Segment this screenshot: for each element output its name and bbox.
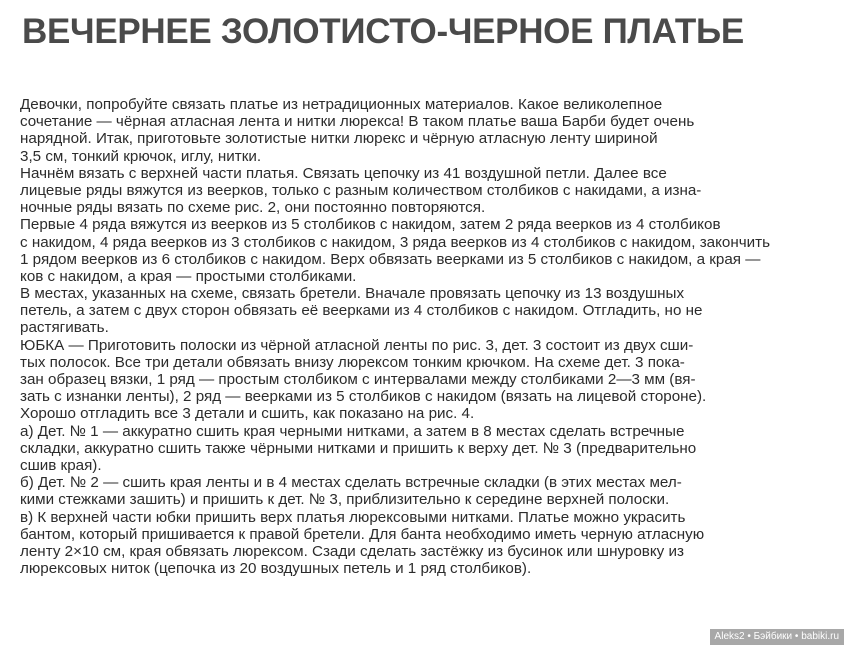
- text-line: нарядной. Итак, приготовьте золотистые нитки люрекс и чёрную атласную ленту шириной: [20, 130, 658, 148]
- text-line: Хорошо отгладить все 3 детали и сшить, как показано на рис. 4.: [20, 405, 475, 423]
- text-line: Начнём вязать с верхней части платья. Связать цепочку из 41 воздушной петли. Далее все: [20, 164, 667, 182]
- text-line: зан образец вязки, 1 ряд — простым столбиком с интервалами между столбиками 2—3 мм (вя-: [20, 371, 696, 388]
- text-line: складки, аккуратно сшить также чёрными нитками и пришить к верху дет. № 3 (предварительно: [20, 439, 697, 457]
- text-line: ленту 2×10 см, края обвязать люрексом. Сзади сделать застёжку из бусинок или шнуровку из: [20, 542, 684, 560]
- article-title: ВЕЧЕРНЕЕ ЗОЛОТИСТО-ЧЕРНОЕ ПЛАТЬЕ: [22, 12, 744, 51]
- text-line: лицевые ряды вяжутся из веерков, только с разным количеством столбиков с накидами, а изна-: [20, 181, 702, 199]
- text-line: в) К верхней части юбки пришить верх платья люрексовыми нитками. Платье можно украсить: [20, 508, 686, 526]
- text-line: Девочки, попробуйте связать платье из нетрадиционных материалов. Какое великолепное: [20, 96, 663, 113]
- text-line: ков с накидом, а края — простыми столбиками.: [20, 267, 357, 285]
- text-line: петель, а затем с двух сторон обвязать её веерками из 4 столбиков с накидом. Отгладить, но не: [20, 302, 703, 320]
- article-body: [20, 96, 832, 577]
- text-line: люрексовых ниток (цепочка из 20 воздушных петель и 1 ряд столбиков).: [20, 560, 532, 578]
- text-line: В местах, указанных на схеме, связать бретели. Вначале провязать цепочку из 13 воздушных: [20, 285, 685, 303]
- text-line: зать с изнанки ленты), 2 ряд — веерками из 5 столбиков с накидом (вязать на лицевой стороне).: [20, 388, 707, 406]
- text-line: а) Дет. № 1 — аккуратно сшить края черными нитками, а затем в 8 местах сделать встречные: [20, 422, 685, 440]
- text-line: Первые 4 ряда вяжутся из веерков из 5 столбиков с накидом, затем 2 ряда веерков из 4 столбиков: [20, 216, 721, 234]
- text-line: б) Дет. № 2 — сшить края ленты и в 4 местах сделать встречные складки (в этих местах мел-: [20, 474, 682, 492]
- text-line: сшив края).: [20, 456, 102, 474]
- text-line: растягивать.: [20, 319, 109, 337]
- text-line: с накидом, 4 ряда веерков из 3 столбиков с накидом, 3 ряда веерков из 4 столбиков с накидом, закончить: [20, 233, 771, 251]
- text-line: 3,5 см, тонкий крючок, иглу, нитки.: [20, 147, 262, 165]
- site-watermark: Aleks2 • Бэйбики • babiki.ru: [710, 629, 844, 645]
- text-line: 1 рядом веерков из 6 столбиков с накидом. Верх обвязать веерками из 5 столбиков с накидом, а края —: [20, 250, 761, 268]
- text-line: сочетание — чёрная атласная лента и нитки люрекса! В таком платье ваша Барби будет очень: [20, 113, 695, 131]
- text-line: тых полосок. Все три детали обвязать внизу люрексом тонким крючком. На схеме дет. 3 пока-: [20, 353, 685, 371]
- text-line: бантом, который пришивается к правой бретели. Для банта необходимо иметь черную атласную: [20, 525, 705, 543]
- text-line: ночные ряды вязать по схеме рис. 2, они постоянно повторяются.: [20, 199, 486, 217]
- text-line: кими стежками зашить) и пришить к дет. № 3, приблизительно к середине верхней полоски.: [20, 491, 670, 509]
- text-line: ЮБКА — Приготовить полоски из чёрной атласной ленты по рис. 3, дет. 3 состоит из двух сши-: [20, 336, 694, 354]
